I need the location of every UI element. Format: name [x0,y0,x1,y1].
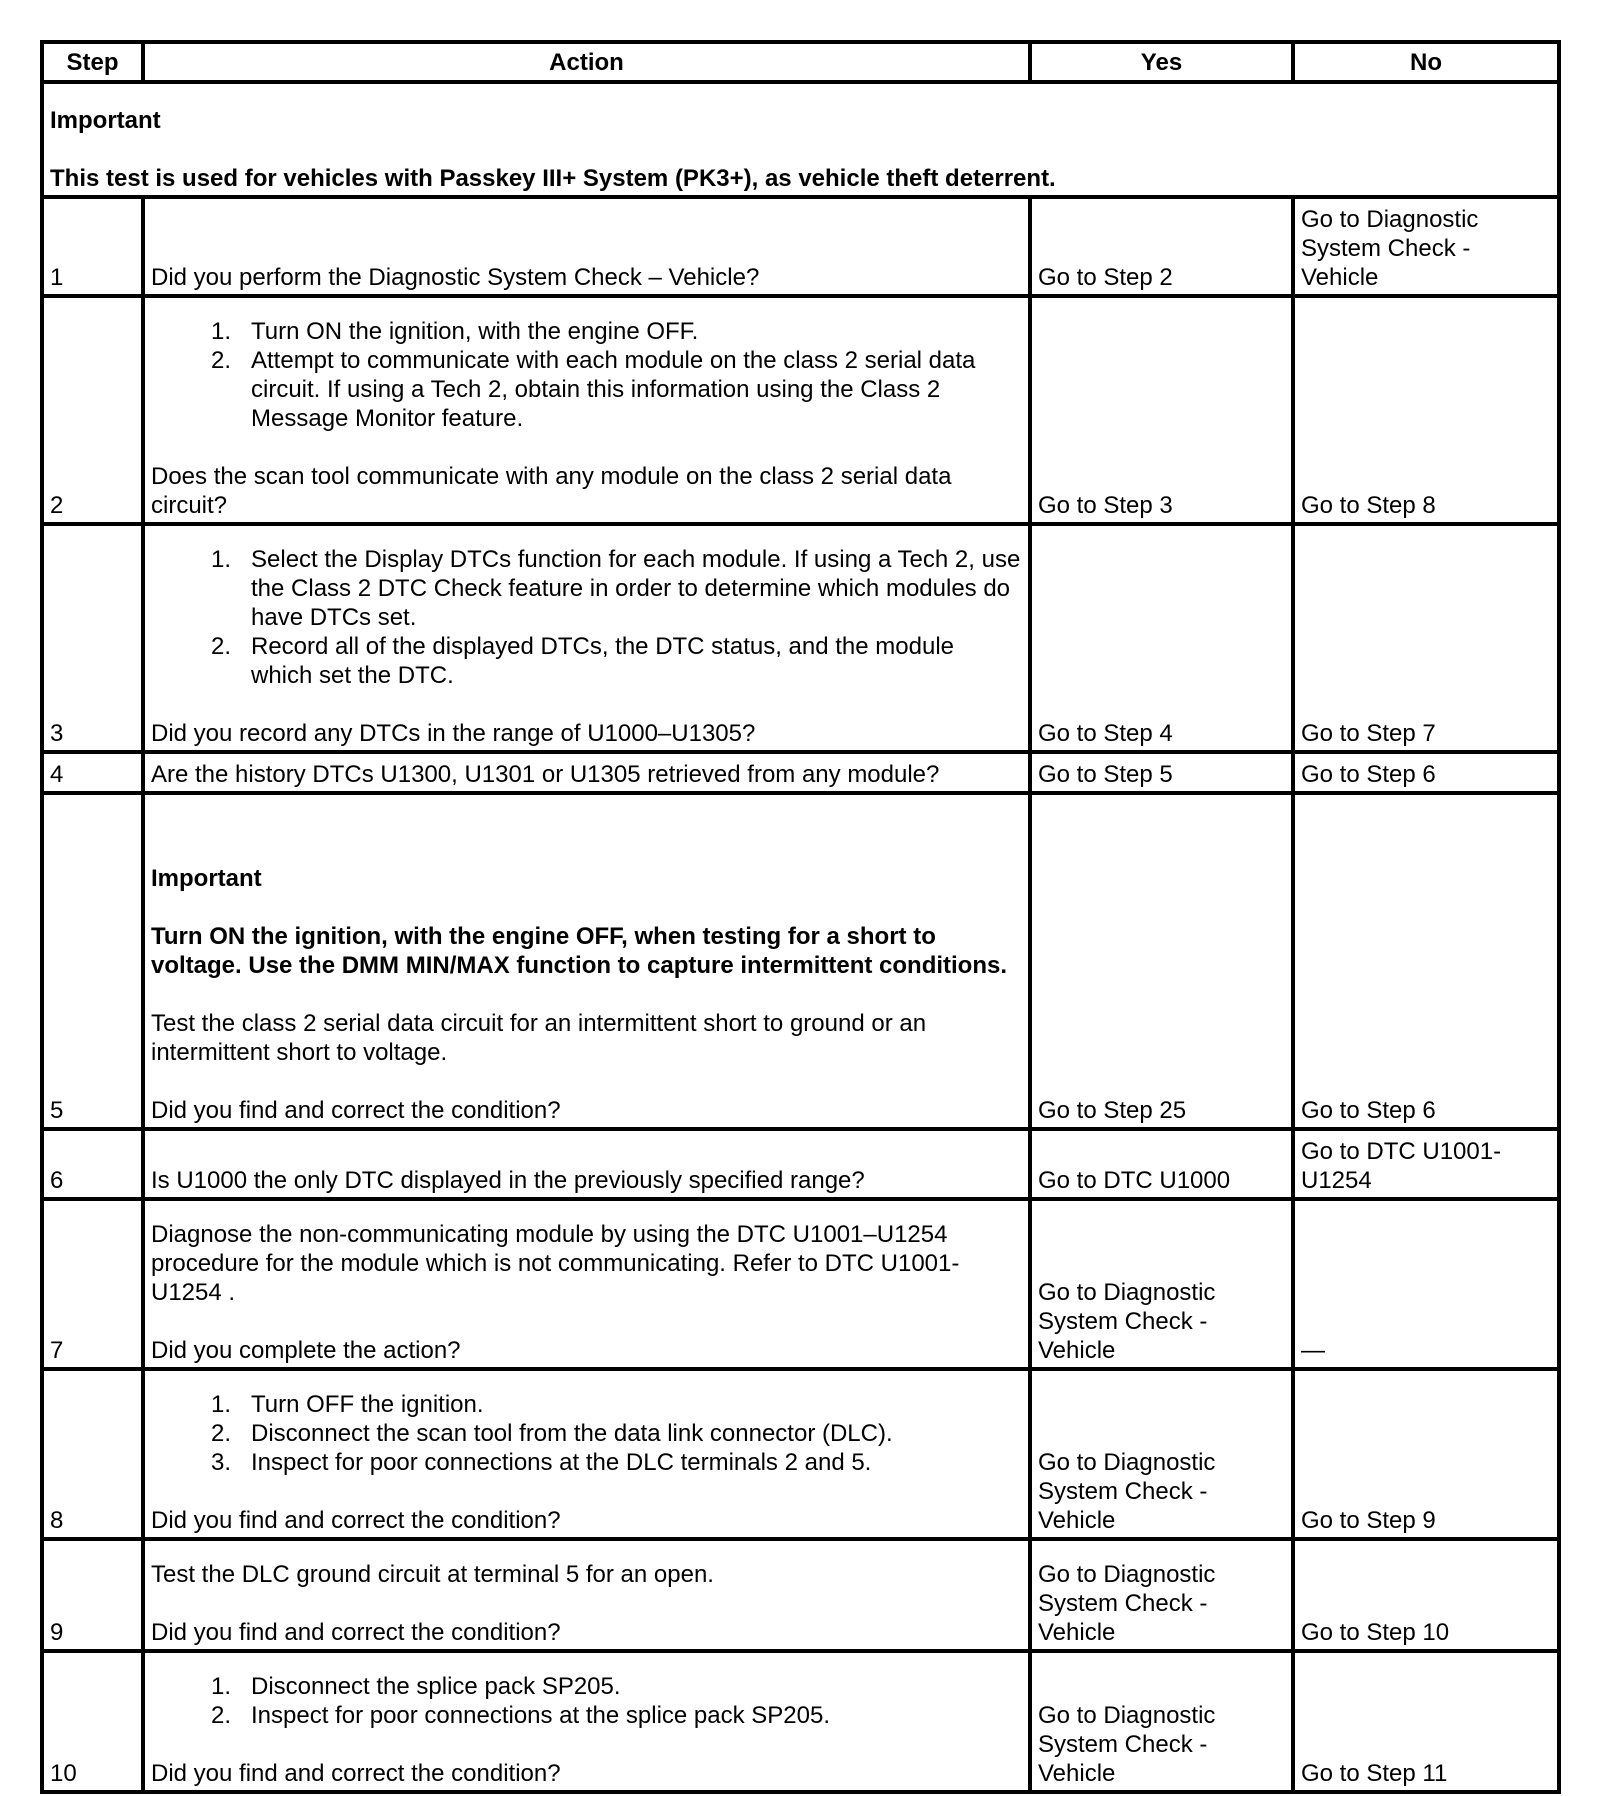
diagnostic-table [40,40,1561,1794]
table-row [42,1651,1559,1792]
no-cell: Go to Diagnostic System Check - Vehicle [1293,197,1559,296]
no-cell: Go to Step 9 [1293,1369,1559,1539]
action-cell [143,752,1030,793]
action-cell [143,1651,1030,1792]
list-item: 3. Inspect for poor connections at the DLC terminals 2 and 5. [210,1449,872,1476]
action-cell [143,793,1030,1129]
header-step: Step [42,42,143,82]
action-question: Is U1000 the only DTC displayed in the previously specified range? [151,1167,865,1194]
yes-cell: Go to Step 4 [1030,524,1293,752]
action-question: Did you find and correct the condition? [151,1619,561,1646]
step-number: 2 [42,296,143,524]
action-instruction: Diagnose the non-communicating module by using the DTC U1001–U1254 procedure for the module which is not communicating. Refer to DTC U1001-U1254 . [151,1221,960,1306]
action-question: Are the history DTCs U1300, U1301 or U1305 retrieved from any module? [151,761,940,788]
step-number: 8 [42,1369,143,1539]
list-item: 2. Record all of the displayed DTCs, the DTC status, and the module which set the DTC. [210,633,955,689]
table-row [42,296,1559,524]
diagnostic-table-container [40,40,1561,1794]
step-number: 6 [42,1129,143,1199]
no-cell: Go to Step 7 [1293,524,1559,752]
intro-text: This test is used for vehicles with Passkey III+ System (PK3+), as vehicle theft deterrent. [50,165,1056,192]
list-item: 1. Disconnect the splice pack SP205. [210,1673,621,1700]
action-instruction: Test the class 2 serial data circuit for an intermittent short to ground or an intermittent short to voltage. [151,1010,927,1066]
list-item: 1. Select the Display DTCs function for each module. If using a Tech 2, use the Class 2 DTC Check feature in order to determine which modules do have DTCs set. [210,546,1021,631]
action-cell [143,197,1030,296]
no-cell: Go to Step 8 [1293,296,1559,524]
action-question: Does the scan tool communicate with any module on the class 2 serial data circuit? [151,463,952,519]
intro-title: Important [50,107,161,134]
action-list [151,545,1022,690]
step-number: 5 [42,793,143,1129]
table-row [42,1129,1559,1199]
action-question: Did you perform the Diagnostic System Check – Vehicle? [151,264,760,291]
important-text: Turn ON the ignition, with the engine OFF, when testing for a short to voltage. Use the DMM MIN/MAX function to capture intermittent conditions. [151,923,1008,979]
intro-row [42,82,1559,197]
header-no: No [1293,42,1559,82]
table-row [42,1539,1559,1651]
yes-cell: Go to Diagnostic System Check - Vehicle [1030,1651,1293,1792]
table-row [42,1369,1559,1539]
action-cell [143,524,1030,752]
action-question: Did you find and correct the condition? [151,1760,561,1787]
table-row [42,752,1559,793]
action-question: Did you record any DTCs in the range of U1000–U1305? [151,720,756,747]
action-question: Did you complete the action? [151,1337,461,1364]
yes-cell: Go to DTC U1000 [1030,1129,1293,1199]
action-cell [143,1129,1030,1199]
action-instruction: Test the DLC ground circuit at terminal 5 for an open. [151,1561,714,1588]
action-list [151,317,1022,433]
yes-cell: Go to Step 25 [1030,793,1293,1129]
action-question: Did you find and correct the condition? [151,1097,561,1124]
step-number: 9 [42,1539,143,1651]
list-item: 1. Turn OFF the ignition. [210,1391,484,1418]
action-list [151,1390,1022,1477]
important-title: Important [151,865,262,892]
step-number: 10 [42,1651,143,1792]
table-row [42,524,1559,752]
table-row [42,1199,1559,1369]
header-action: Action [143,42,1030,82]
step-number: 1 [42,197,143,296]
header-row [42,42,1559,82]
action-list [151,1672,1022,1730]
step-number: 7 [42,1199,143,1369]
yes-cell: Go to Step 2 [1030,197,1293,296]
table-row [42,793,1559,1129]
action-cell [143,296,1030,524]
list-item: 2. Inspect for poor connections at the splice pack SP205. [210,1702,831,1729]
yes-cell: Go to Diagnostic System Check - Vehicle [1030,1539,1293,1651]
yes-cell: Go to Diagnostic System Check - Vehicle [1030,1369,1293,1539]
intro-cell [42,82,1559,197]
table-row [42,197,1559,296]
no-cell: — [1293,1199,1559,1369]
no-cell: Go to DTC U1001-U1254 [1293,1129,1559,1199]
yes-cell: Go to Step 5 [1030,752,1293,793]
list-item: 1. Turn ON the ignition, with the engine OFF. [210,318,699,345]
no-cell: Go to Step 6 [1293,793,1559,1129]
list-item: 2. Disconnect the scan tool from the data link connector (DLC). [210,1420,893,1447]
step-number: 4 [42,752,143,793]
no-cell: Go to Step 11 [1293,1651,1559,1792]
header-yes: Yes [1030,42,1293,82]
step-number: 3 [42,524,143,752]
action-cell [143,1199,1030,1369]
no-cell: Go to Step 6 [1293,752,1559,793]
yes-cell: Go to Diagnostic System Check - Vehicle [1030,1199,1293,1369]
action-cell [143,1369,1030,1539]
action-cell [143,1539,1030,1651]
no-cell: Go to Step 10 [1293,1539,1559,1651]
yes-cell: Go to Step 3 [1030,296,1293,524]
action-question: Did you find and correct the condition? [151,1507,561,1534]
list-item: 2. Attempt to communicate with each module on the class 2 serial data circuit. If using a Tech 2, obtain this information using the Class 2 Message Monitor feature. [210,347,976,432]
